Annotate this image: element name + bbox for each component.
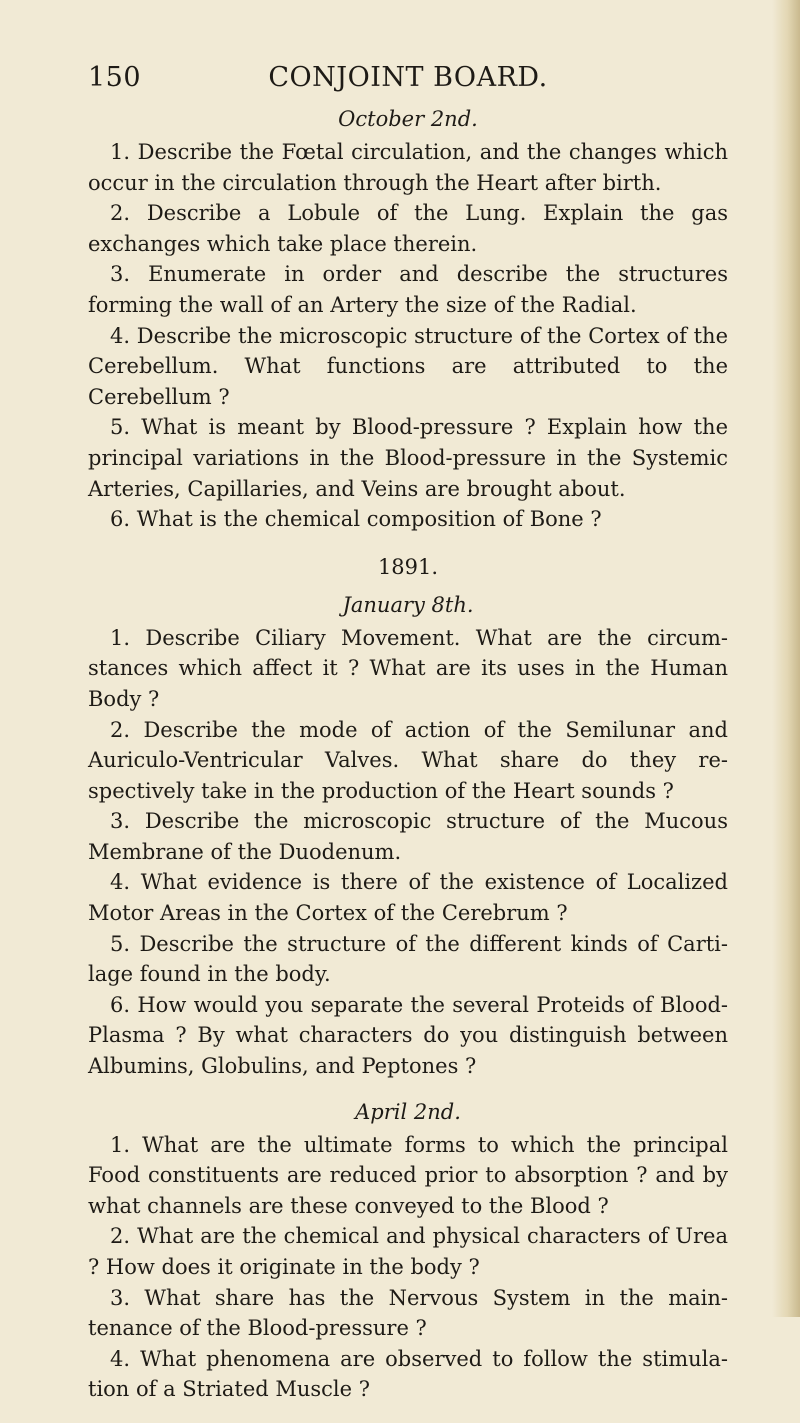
page-title: CONJOINT BOARD. [268, 62, 548, 93]
question: 3. Describe the microscopic structure of the Mucous Membrane of the Duodenum. [88, 809, 728, 864]
question: 3. What share has the Nervous System in the main- tenance of the Blood-pressure ? [88, 1285, 728, 1341]
question: 1. What are the ultimate forms to which the principal Food constituents are reduced prior to absorption ? and by what channels are these conveyed to the Blood ? [88, 1132, 728, 1218]
section-date: October 2nd. [338, 107, 478, 131]
question: 4. What phenomena are observed to follow the stimula- tion of a Striated Muscle ? [88, 1346, 728, 1402]
question: 2. Describe a Lobule of the Lung. Explain the gas exchanges which take place therein. [88, 201, 728, 256]
question: 4. Describe the microscopic structure of the Cortex of the Cerebellum. What functions are attributed to the Cerebellum ? [88, 323, 728, 409]
book-page [88, 62, 728, 1423]
exam-section-april [88, 1100, 728, 1405]
page-number: 150 [88, 62, 142, 93]
exam-section-january [88, 593, 728, 1082]
question: 4. What evidence is there of the existence of Localized Motor Areas in the Cortex of the Cerebrum ? [88, 870, 728, 926]
year-heading: 1891. [377, 554, 439, 579]
question: 3. Enumerate in order and describe the structures forming the wall of an Artery the size of the Radial. [88, 262, 728, 317]
question: 1. Describe the Fœtal circulation, and the changes which occur in the circulation through the Heart after birth. [88, 140, 728, 195]
question: 6. How would you separate the several Proteids of Blood-Plasma ? By what characters do you distinguish between Albumins, Globulins, and Peptones ? [88, 992, 728, 1079]
section-date: April 2nd. [355, 1099, 461, 1124]
question: 2. Describe the mode of action of the Semilunar and Auriculo-Ventricular Valves. What share do they re- spectively take in the production of the Heart sounds ? [88, 717, 728, 803]
question: 6. What is the chemical composition of Bone ? [110, 507, 602, 532]
page-edge-shadow [772, 0, 800, 1317]
section-date: January 8th. [342, 592, 474, 617]
question: 2. What are the chemical and physical characters of Urea ? How does it originate in the body ? [88, 1224, 728, 1279]
question: 5. What is meant by Blood-pressure ? Explain how the principal variations in the Blood-pressure in the Systemic Arteries, Capillaries, and Veins are brought about. [88, 415, 728, 501]
question: 1. Describe Ciliary Movement. What are the circum- stances which affect it ? What are its uses in the Human Body ? [88, 625, 728, 711]
question: 5. Describe the structure of the different kinds of Carti- lage found in the body. [88, 931, 728, 987]
exam-section-october [88, 107, 728, 535]
running-header [88, 62, 728, 93]
